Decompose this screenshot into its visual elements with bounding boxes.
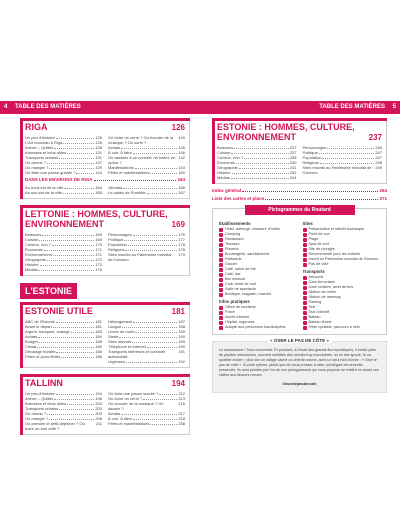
toc-entry[interactable]: Où boire un verre ? 213 — [108, 396, 185, 401]
toc-column — [108, 135, 185, 175]
pictos-heading: Sites — [302, 221, 313, 226]
toc-entry[interactable]: Au nord-est de la ville 164 — [25, 185, 102, 190]
section-title[interactable]: TALLINN — [25, 378, 63, 388]
estonie-hce-section — [212, 118, 387, 184]
pictogram-icon — [303, 228, 307, 232]
toc-entry[interactable]: Boissons 169 — [25, 232, 102, 237]
pictogram-icon — [303, 291, 307, 295]
section-title[interactable]: ESTONIE UTILE — [25, 306, 93, 316]
pictogram-item: Taxi collectif — [303, 310, 381, 315]
toc-entry[interactable]: Téléphone et internet 190 — [108, 344, 185, 349]
toc-column — [108, 185, 185, 195]
toc-entry[interactable]: Population 178 — [108, 242, 185, 247]
pictogram-item: Recommandé pour les enfants — [303, 252, 381, 257]
tallinn-section — [20, 374, 190, 435]
toc-column — [25, 391, 102, 431]
toc-entry[interactable]: Climat 185 — [25, 344, 102, 349]
pictogram-item: Café, salon de thé — [219, 267, 297, 272]
pictogram-item: Parking — [303, 300, 381, 305]
toc-column — [217, 145, 297, 180]
pictogram-item: Adapté aux personnes handicapées — [219, 325, 297, 330]
pictogram-item: Hôtel, auberge, chambre d'hôtes — [219, 227, 297, 232]
toc-entry[interactable]: Au sud-est de la ville 165 — [25, 190, 102, 195]
toc-entry[interactable]: Population 247 — [302, 155, 382, 160]
pictogram-icon — [303, 263, 307, 267]
toc-entry[interactable]: Fêtes et jours fériés 186 — [25, 354, 102, 359]
toc-entry[interactable]: Sites inscrits au Patrimoine mondial de l'Unesco 179 — [108, 252, 185, 262]
pictogram-item: Club, boîte de nuit — [219, 282, 297, 287]
toc-entry[interactable]: Hébergement 187 — [108, 319, 185, 324]
pictogram-icon — [303, 301, 307, 305]
pictogram-item: Pas de côté — [303, 262, 381, 267]
pictogram-icon — [219, 228, 223, 232]
pictogram-item: Poste — [219, 310, 297, 315]
pas-de-cote-title: « OSER LE PAS DE CÔTÉ » — [267, 338, 332, 343]
pictogram-item: Plage — [303, 237, 381, 242]
page-number-right: 5 — [392, 104, 396, 110]
pictogram-icon — [303, 276, 307, 280]
toc-entry[interactable]: Curieux, non ? 238 — [217, 155, 297, 160]
pictogram-item: Inscrit au Patrimoine mondial de l'Unesco — [303, 257, 381, 262]
pictogram-item: Hôpital, urgences — [219, 320, 297, 325]
pictogram-item: Aéroport — [303, 275, 381, 280]
toc-entry[interactable]: Géographie 241 — [217, 165, 297, 170]
pictogram-icon — [219, 321, 223, 325]
pictogram-icon — [219, 248, 223, 252]
toc-entry[interactable]: Achats 217 — [108, 411, 185, 416]
toc-entry[interactable]: Personnages 246 — [302, 145, 382, 150]
toc-column — [25, 319, 102, 364]
pictogram-item: Pizzeria — [219, 247, 297, 252]
toc-entry[interactable]: Où faire une pause gustée ? 144 — [25, 170, 102, 175]
pictogram-icon — [303, 326, 307, 330]
toc-subsection[interactable]: DANS LES ENVIRONS DE RIGA 164 — [25, 177, 185, 182]
toc-entry[interactable]: Politique 247 — [302, 150, 382, 155]
toc-column — [108, 391, 185, 431]
pictogram-icon — [303, 311, 307, 315]
pictogram-item: Office de tourisme — [219, 305, 297, 310]
toc-entry[interactable]: Curieux, non ? 170 — [25, 242, 102, 247]
section-title[interactable]: LETTONIE : HOMMES, CULTURE, ENVIRONNEMENT — [25, 209, 168, 229]
pictogram-icon — [303, 253, 307, 257]
country-banner: L'ESTONIE — [20, 283, 77, 299]
toc-entry[interactable]: Où manger ? 139 — [25, 165, 102, 170]
pictogram-icon — [219, 326, 223, 330]
section-title[interactable]: ESTONIE : HOMMES, CULTURE, ENVIRONNEMENT — [217, 122, 355, 142]
pictogram-item: Terrasse — [219, 242, 297, 247]
toc-entry[interactable]: À voir. À faire 146 — [108, 150, 185, 155]
pictogram-item: Bateau fluvial — [303, 320, 381, 325]
toc-entry[interactable]: Médias 176 — [25, 267, 102, 272]
toc-entry[interactable]: Achats 146 — [108, 145, 185, 150]
pictogram-icon — [219, 233, 223, 237]
toc-entry[interactable]: Santé 190 — [108, 334, 185, 339]
toc-entry[interactable]: Argent, banques, change 183 — [25, 329, 102, 334]
toc-entry[interactable]: Religions 248 — [302, 160, 382, 165]
toc-entry[interactable]: Histoire 173 — [25, 262, 102, 267]
toc-entry[interactable]: Médias 244 — [217, 175, 297, 180]
section-page: 194 — [171, 379, 185, 388]
pictogram-icon — [303, 258, 307, 262]
toc-entry[interactable]: Transports urbains 203 — [25, 406, 102, 411]
pictogram-icon — [219, 268, 223, 272]
pictogram-item: Station de tramway — [303, 295, 381, 300]
header-title-left: TABLE DES MATIÈRES — [15, 104, 81, 110]
pictogram-item: Salle de spectacle — [219, 287, 297, 292]
section-page: 181 — [171, 307, 185, 316]
toc-entry[interactable]: Religions 178 — [108, 247, 185, 252]
pictogram-icon — [303, 248, 307, 252]
section-title[interactable]: RIGA — [25, 122, 48, 132]
pictograms-box — [212, 208, 387, 335]
pictogram-icon — [219, 273, 223, 277]
toc-entry[interactable]: Où dormir ? 137 — [25, 160, 102, 165]
toc-entry[interactable]: Livres de route 189 — [108, 329, 185, 334]
toc-entry[interactable]: Budget 185 — [25, 339, 102, 344]
toc-entry[interactable]: Sites internet 190 — [108, 339, 185, 344]
right-column — [212, 118, 387, 393]
pictogram-item: Présentation et intérêt touristique — [303, 227, 381, 232]
toc-entry[interactable]: Où prendre le petit-déjeuner ? Où boire un bon café ? 211 — [25, 421, 102, 431]
pictogram-item: Boutique, magasin, marché — [219, 292, 297, 297]
pictogram-item: Bateau — [303, 315, 381, 320]
pictogram-item: Camping — [219, 232, 297, 237]
pictogram-icon — [219, 263, 223, 267]
pictogram-item: Piste cyclable, parcours à vélo — [303, 325, 381, 330]
toc-column — [25, 135, 102, 175]
toc-entry[interactable]: Fêtes et manifestations 238 — [108, 421, 185, 426]
section-page: 237 — [368, 133, 382, 142]
pictogram-icon — [219, 306, 223, 310]
pictogram-icon — [303, 238, 307, 242]
pictogram-icon — [219, 316, 223, 320]
toc-entry[interactable]: Géographie 172 — [25, 257, 102, 262]
pictogram-item: Boulangerie, sandwicherie — [219, 252, 297, 257]
toc-entry[interactable]: Économie 171 — [25, 247, 102, 252]
pictogram-icon — [303, 233, 307, 237]
toc-entry[interactable]: Boissons 237 — [217, 145, 297, 150]
toc-entry[interactable]: À voir. À faire 218 — [108, 416, 185, 421]
pictogram-icon — [219, 293, 223, 297]
toc-column — [108, 232, 185, 272]
toc-entry[interactable]: Où assister à un concert, un ballet, un opéra ? 142 — [108, 155, 185, 165]
header-right — [200, 101, 400, 114]
toc-entry[interactable]: Cuisine 169 — [25, 237, 102, 242]
pictogram-icon — [219, 238, 223, 242]
pictogram-item: Café, bar — [219, 272, 297, 277]
pictogram-item: Site de plongée — [303, 247, 381, 252]
pictogram-icon — [303, 316, 307, 320]
page-number-left: 4 — [4, 104, 8, 110]
toc-entry[interactable]: Où écouter de la musique ? Où danser ? 216 — [108, 401, 185, 411]
pictogram-icon — [303, 321, 307, 325]
pictogram-item: Accès Internet — [219, 315, 297, 320]
toc-entry[interactable]: Transports intérieurs et conduite automobile 191 — [108, 349, 185, 359]
toc-entry[interactable]: Sites inscrits au Patrimoine mondial de l'Unesco 249 — [302, 165, 382, 175]
pictogram-icon — [219, 243, 223, 247]
pictogram-icon — [303, 306, 307, 310]
index-entry[interactable]: Liste des cartes et plans 271 — [212, 196, 387, 201]
toc-column — [25, 185, 102, 195]
toc-entry[interactable]: Fêtes et manifestations 160 — [108, 170, 185, 175]
section-page: 169 — [171, 220, 185, 229]
pictogram-item: Pâtisserie — [219, 257, 297, 262]
pictogram-icon — [303, 286, 307, 290]
pictogram-icon — [303, 296, 307, 300]
pictogram-icon — [219, 288, 223, 292]
hashtag: #osezlepasdecote — [282, 381, 317, 386]
pictogram-icon — [219, 311, 223, 315]
toc-entry[interactable]: Arriver – Quitter 128 — [25, 145, 102, 150]
estonie-utile-section — [20, 302, 190, 368]
toc-column — [25, 232, 102, 272]
header-title-right: TABLE DES MATIÈRES — [319, 104, 385, 110]
pas-de-cote-box — [212, 338, 387, 393]
header-left — [0, 101, 200, 114]
toc-entry[interactable]: Achats 184 — [25, 334, 102, 339]
pictogram-item: Station de métro — [303, 290, 381, 295]
lettonie-section — [20, 205, 190, 276]
toc-column — [108, 319, 185, 364]
pictogram-item: Point de vue — [303, 232, 381, 237]
toc-entry[interactable]: Politique 177 — [108, 237, 185, 242]
toc-entry[interactable]: Où manger ? 208 — [25, 416, 102, 421]
toc-entry[interactable]: Un peu d'histoire 126 — [25, 135, 102, 140]
pictos-heading: Transports — [302, 269, 325, 274]
toc-entry[interactable]: Histoire 242 — [217, 170, 297, 175]
pictogram-icon — [303, 281, 307, 285]
toc-entry[interactable]: Où faire une pause sucrée ? 212 — [108, 391, 185, 396]
section-page: 126 — [171, 123, 185, 132]
toc-entry[interactable]: Adresses et infos utiles 131 — [25, 150, 102, 155]
toc-entry[interactable]: Cuisine 237 — [217, 150, 297, 155]
toc-column — [303, 145, 383, 180]
pictogram-icon — [219, 253, 223, 257]
toc-entry[interactable]: Transports urbains 131 — [25, 155, 102, 160]
pictogram-item: Gare routière, arrêt de bus — [303, 285, 381, 290]
toc-entry[interactable]: Où dormir ? 203 — [25, 411, 102, 416]
toc-entry[interactable]: L'Art nouveau à Riga 128 — [25, 140, 102, 145]
pictogram-icon — [219, 283, 223, 287]
toc-entry[interactable]: Manifestations 143 — [108, 165, 185, 170]
toc-entry[interactable]: ABC de l'Estonie 181 — [25, 319, 102, 324]
pictos-heading: Établissements — [219, 221, 251, 226]
toc-entry[interactable]: Personnages 176 — [108, 232, 185, 237]
pictogram-item: Glacier — [219, 262, 297, 267]
toc-entry[interactable]: Langue 188 — [108, 324, 185, 329]
pictogram-icon — [219, 258, 223, 262]
toc-entry[interactable]: Le palais de Rundāle 167 — [108, 190, 185, 195]
left-column — [20, 118, 190, 439]
toc-entry[interactable]: Économie 240 — [217, 160, 297, 165]
toc-entry[interactable]: Urgences 192 — [108, 359, 185, 364]
pictogram-item: Restaurant — [219, 237, 297, 242]
pictograms-title: Pictogrammes du Routard — [245, 205, 355, 215]
index-list — [212, 188, 387, 202]
toc-entry[interactable]: Où boire un verre ? Où écouter de la musique ? Où sortir ? 140 — [108, 135, 185, 145]
pictogram-item: Bar musical — [219, 277, 297, 282]
pictogram-item: Spot de surf — [303, 242, 381, 247]
toc-entry[interactable]: Un peu d'histoire 194 — [25, 391, 102, 396]
toc-entry[interactable]: Jūrmala 166 — [108, 185, 185, 190]
riga-section — [20, 118, 190, 199]
toc-entry[interactable]: Adresses et infos utiles 202 — [25, 401, 102, 406]
pictogram-icon — [219, 278, 223, 282]
index-entry[interactable]: Index général 264 — [212, 188, 387, 193]
pas-de-cote-body: Le surtourisme ! Tous concernés. Et pourtant, à l'écart des grands flux touristiques, il existe plein de pépites méconnues, souvent oubliées des circuits trop encombrés. Ici un site ignoré, là un quartier ancien ; plus loin un village caché ou chemin secret, avec un seul mot d'ordre : « Oser le pas de côté ». À votre rythme, plutôt que de vous presser à rater, privilégiez les endroits préservés. Ils sont pointés par l'un de nos pictogrammes qui vous propose de mettre en avant ces visites aux faveurs revues. — [219, 348, 379, 377]
toc-entry[interactable]: Décalage horaire 186 — [25, 349, 102, 354]
pictogram-item: Gare ferroviaire — [303, 280, 381, 285]
toc-entry[interactable]: Arriver – Quitter 196 — [25, 396, 102, 401]
pictogram-item: Taxi — [303, 305, 381, 310]
pictogram-icon — [303, 243, 307, 247]
toc-entry[interactable]: Environnement 171 — [25, 252, 102, 257]
toc-entry[interactable]: Avant le départ 181 — [25, 324, 102, 329]
pictos-heading: Infos pratiques — [219, 299, 250, 304]
